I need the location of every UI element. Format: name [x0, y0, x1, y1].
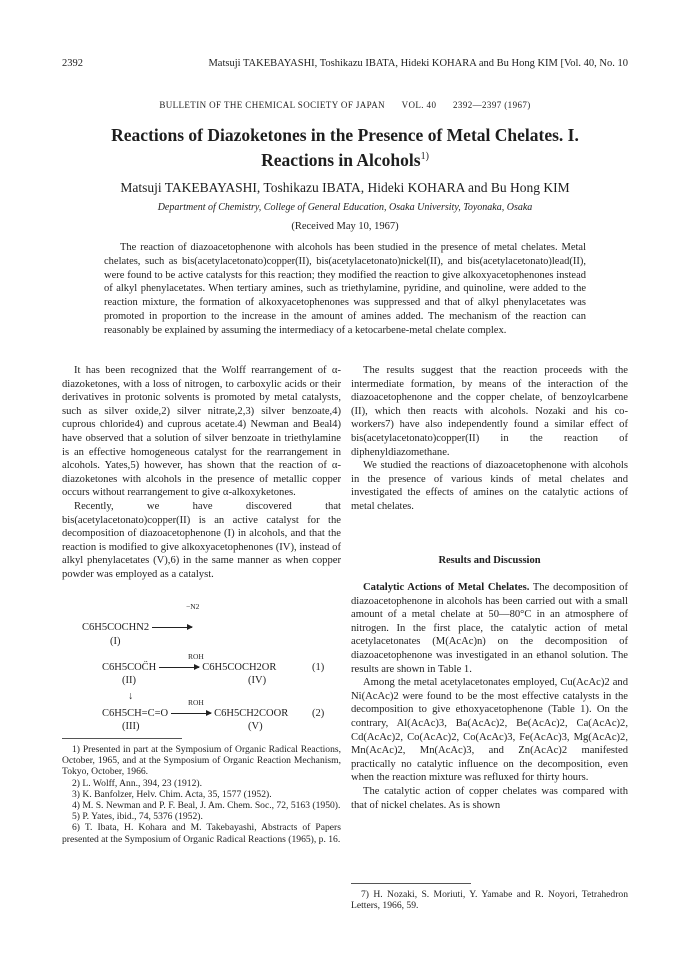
equation-number-2: (2): [312, 708, 325, 719]
footnotes-left: [62, 744, 341, 845]
section-heading: Results and Discussion: [438, 555, 541, 566]
benzoylcarbene: C6H5COC̈H: [102, 662, 157, 673]
label-III: (III): [122, 721, 140, 732]
footnote-2: 2) L. Wolff, Ann., 394, 23 (1912).: [72, 777, 202, 789]
reagent-roh-1: ROH: [188, 652, 204, 661]
reagent-minus-n2: −N2: [186, 602, 200, 611]
received-date: (Received May 10, 1967): [291, 221, 399, 232]
right-paragraph-2: We studied the reactions of diazoacetophenone with alcohols in the presence of various kinds of metal chelates and investigated the effects of amines on the catalytic actions of metal chelates.: [351, 460, 628, 512]
reagent-roh-2: ROH: [188, 698, 204, 707]
reaction-arrow: [159, 667, 199, 668]
journal-line: [62, 100, 628, 110]
running-head-text: Matsuji TAKEBAYASHI, Toshikazu IBATA, Hideki KOHARA and Bu Hong KIM [Vol. 40, No. 10: [208, 58, 628, 69]
reactant-diazoacetophenone: C6H5COCHN2: [82, 622, 150, 633]
phenylketene: C6H5CH=C=O: [102, 708, 169, 719]
label-II: (II): [122, 675, 136, 686]
title-footnote-mark: 1): [420, 151, 429, 162]
left-column: [62, 364, 341, 582]
affiliation: Department of Chemistry, College of General Education, Osaka University, Toyonaka, Osaka: [157, 202, 533, 213]
run-in-heading: Catalytic Actions of Metal Chelates.: [363, 582, 530, 593]
label-V: (V): [248, 721, 263, 732]
footnote-1: 1) Presented in part at the Symposium of Organic Radical Reactions, October, 1965, and at the Symposium of Organic Reaction Mechanism, Tokyo, October, 1966.: [62, 744, 341, 778]
label-IV: (IV): [248, 675, 267, 686]
results-text: [351, 581, 628, 812]
footnote-3: 3) K. Banfolzer, Helv. Chim. Acta, 35, 1577 (1952).: [72, 788, 272, 800]
intro-paragraph-2: Recently, we have discovered that bis(acetylacetonato)copper(II) is an active catalyst for the decomposition of diazoacetophenone (I) in alcohols, and that the reaction is modified to give alkoxyacetophenones (IV), instead of alkyl phenylacetates (V),6) in the same manner as when copper powder was employed as a catalyst.: [62, 500, 341, 580]
footnote-rule-right: [351, 883, 471, 884]
down-arrow: ↓: [128, 691, 134, 702]
intro-paragraph-1: It has been recognized that the Wolff rearrangement of α-diazoketones, with a loss of nitrogen, to carboxylic acids or their derivatives in protonic solvents is promoted by metal catalysts, such as silver oxide,2) silver nitrate,2,3) silver benzoate,4) cuprous chloride4) and cuprous acetate.4) Newman and Beal4) have observed that a solution of silver benzoate in triethylamine is an effective homogeneous catalyst for the rearrangement in alcohols. Yates,5) however, has shown that the reaction of α-diazoketones with alcohols in the presence of metallic copper occurs without rearrangement to give α-alkoxyketones.: [62, 365, 341, 499]
author-list: Matsuji TAKEBAYASHI, Toshikazu IBATA, Hideki KOHARA and Bu Hong KIM: [120, 180, 570, 195]
footnotes-right: [351, 889, 628, 911]
title-line-1: Reactions of Diazoketones in the Presence of Metal Chelates. I.: [111, 125, 579, 145]
alkyl-phenylacetate: C6H5CH2COOR: [214, 708, 289, 719]
footnote-5: 5) P. Yates, ibid., 74, 5376 (1952).: [72, 811, 203, 823]
title-line-2: Reactions in Alcohols: [261, 149, 421, 170]
paper-title: [62, 124, 628, 171]
footnote-4: 4) M. S. Newman and P. F. Beal, J. Am. Chem. Soc., 72, 5163 (1950).: [72, 800, 341, 812]
journal-volume: VOL. 40: [401, 100, 437, 110]
reaction-arrow: [171, 713, 211, 714]
page-number: 2392: [62, 58, 83, 69]
reaction-arrow: [152, 627, 192, 628]
footnote-7: 7) H. Nozaki, S. Moriuti, Y. Yamabe and R. Noyori, Tetrahedron Letters, 1966, 59.: [351, 889, 628, 912]
right-column: [351, 364, 628, 514]
results-paragraph-3: The catalytic action of copper chelates was compared with that of nickel chelates. As is shown: [351, 785, 628, 811]
journal-pages: 2392—2397 (1967): [453, 100, 531, 110]
equation-number-1: (1): [312, 662, 325, 673]
footnote-6: 6) T. Ibata, H. Kohara and M. Takebayashi, Abstracts of Papers presented at the Symposium of Organic Radical Reactions (1965), p. 16.: [62, 822, 341, 845]
results-paragraph-1: The decomposition of diazoacetophenone in alcohols has been carried out with a small amount of a metal chelate at 50—80°C in an atmosphere of nitrogen. In the first place, the catalytic action of metal acetylacetonates (M(AcAc)n) on the decomposition of diazoacetophenone was investigated in an ethanol solution. The results are shown in Table 1.: [351, 582, 628, 675]
footnote-rule-left: [62, 738, 182, 739]
abstract: The reaction of diazoacetophenone with alcohols has been studied in the presence of metal chelates. Metal chelates, such as bis(acetylacetonato)copper(II), bis(acetylacetonato)nickel(II), and bis(acetylacetonato)lead(II), were found to be active catalysts for this reaction; they modified the reaction to give alkoxyacetophenones instead of alkyl phenylacetates. When tertiary amines, such as triethylamine, pyridine, and quinoline, were added to the reaction mixture, the formation of alkoxyacetophenones was suppressed and that of alkyl phenylacetates was promoted in proportion to the increase in the amount of amines added. The mechanism of the reaction can reasonably be explained by assuming the intermediacy of a ketocarbene-metal chelate complex.: [104, 242, 586, 336]
running-header: [62, 58, 628, 72]
label-I: (I): [110, 636, 121, 647]
reaction-scheme: [62, 602, 341, 732]
right-paragraph-1: The results suggest that the reaction proceeds with the intermediate formation, by means of the interaction of the diazoacetophenone and the copper chelate, of benzoylcarbene (II), which then reacts with alcohols. Nozaki and his co-workers7) have also independently found a similar effect of bis(acetylacetonato)copper(II) in the reaction of diphenyldiazomethane.: [351, 365, 628, 458]
alkoxyacetophenone: C6H5COCH2OR: [202, 662, 277, 673]
journal-name: BULLETIN OF THE CHEMICAL SOCIETY OF JAPAN: [159, 100, 386, 110]
results-paragraph-2: Among the metal acetylacetonates employed, Cu(AcAc)2 and Ni(AcAc)2 were found to be the most effective catalysts in the decomposition to give ethoxyacetophenone (Table 1). On the contrary, Al(AcAc)3, Ba(AcAc)2, Be(AcAc)2, Ca(AcAc)2, Cd(AcAc)2, Co(AcAc)2, Co(AcAc)3, Fe(AcAc)3, Mg(AcAc)2, Mn(AcAc)2, Mn(AcAc)3, and Zn(AcAc)2 manifested practically no catalytic influence on the decomposition, even when the reaction mixture was refluxed for thirty hours.: [351, 677, 628, 784]
